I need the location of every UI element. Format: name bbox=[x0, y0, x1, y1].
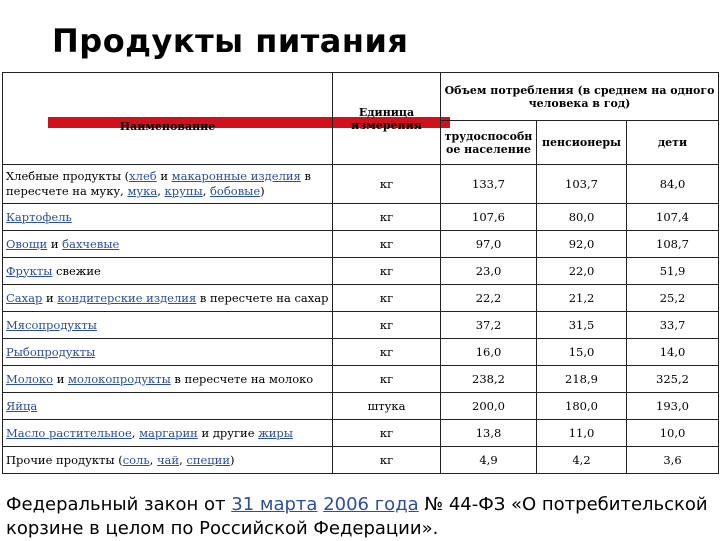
link[interactable]: Яйца bbox=[6, 398, 38, 413]
cell-name bbox=[3, 231, 333, 258]
cell-name bbox=[3, 258, 333, 285]
text-segment: , bbox=[202, 184, 210, 198]
table-body bbox=[3, 165, 719, 474]
link[interactable]: чай bbox=[156, 452, 180, 467]
text-segment: ) bbox=[230, 452, 235, 467]
footer-citation bbox=[6, 493, 714, 541]
cell-working: 238,2 bbox=[441, 366, 537, 393]
table-row bbox=[3, 258, 719, 285]
cell-pensioners: 15,0 bbox=[537, 339, 627, 366]
table-row bbox=[3, 312, 719, 339]
text-segment: и bbox=[47, 236, 63, 251]
text-segment: Прочие продукты ( bbox=[6, 452, 123, 467]
text-segment: Хлебные продукты ( bbox=[6, 169, 130, 183]
cell-pensioners: 21,2 bbox=[537, 285, 627, 312]
link[interactable]: кондитерские изделия bbox=[57, 290, 197, 305]
text-segment: в пересчете на молоко bbox=[170, 371, 314, 386]
link[interactable]: 31 марта bbox=[231, 494, 318, 515]
food-consumption-table bbox=[2, 72, 719, 474]
cell-children: 51,9 bbox=[627, 258, 719, 285]
cell-working: 13,8 bbox=[441, 420, 537, 447]
cell-pensioners: 92,0 bbox=[537, 231, 627, 258]
cell-name bbox=[3, 420, 333, 447]
table-row bbox=[3, 420, 719, 447]
link[interactable]: Масло растительное bbox=[6, 425, 132, 440]
link[interactable]: жиры bbox=[258, 425, 293, 440]
cell-children: 10,0 bbox=[627, 420, 719, 447]
link[interactable]: хлеб bbox=[129, 169, 157, 183]
cell-children: 107,4 bbox=[627, 204, 719, 231]
cell-working: 16,0 bbox=[441, 339, 537, 366]
header-pensioners: пенсионеры bbox=[537, 121, 627, 165]
header-consumption: Объем потребления (в среднем на одного человека в год) bbox=[441, 73, 719, 121]
cell-children: 84,0 bbox=[627, 165, 719, 204]
cell-pensioners: 103,7 bbox=[537, 165, 627, 204]
link[interactable]: Мясопродукты bbox=[6, 317, 97, 332]
cell-name bbox=[3, 312, 333, 339]
cell-unit: кг bbox=[333, 366, 441, 393]
text-segment: и bbox=[42, 290, 58, 305]
link[interactable]: мука bbox=[127, 184, 158, 198]
cell-name bbox=[3, 204, 333, 231]
cell-working: 107,6 bbox=[441, 204, 537, 231]
link[interactable]: Фрукты bbox=[6, 263, 53, 278]
table-row bbox=[3, 339, 719, 366]
cell-pensioners: 11,0 bbox=[537, 420, 627, 447]
cell-name bbox=[3, 447, 333, 474]
cell-name bbox=[3, 339, 333, 366]
cell-unit: кг bbox=[333, 204, 441, 231]
cell-children: 108,7 bbox=[627, 231, 719, 258]
text-segment: , bbox=[157, 184, 165, 198]
cell-children: 3,6 bbox=[627, 447, 719, 474]
table-row bbox=[3, 285, 719, 312]
text-segment: в пересчете на муку, bbox=[6, 169, 311, 198]
table-row bbox=[3, 366, 719, 393]
cell-unit: кг bbox=[333, 447, 441, 474]
link[interactable]: крупы bbox=[164, 184, 203, 198]
link[interactable]: Сахар bbox=[6, 290, 43, 305]
cell-unit: кг bbox=[333, 258, 441, 285]
text-segment: , bbox=[179, 452, 187, 467]
link[interactable]: бахчевые bbox=[62, 236, 120, 251]
header-children: дети bbox=[627, 121, 719, 165]
header-unit: Единица измерения bbox=[333, 73, 441, 165]
link[interactable]: маргарин bbox=[139, 425, 198, 440]
cell-children: 193,0 bbox=[627, 393, 719, 420]
cell-unit: кг bbox=[333, 339, 441, 366]
table-row bbox=[3, 204, 719, 231]
cell-unit: кг bbox=[333, 231, 441, 258]
link[interactable]: молокопродукты bbox=[68, 371, 171, 386]
cell-pensioners: 180,0 bbox=[537, 393, 627, 420]
link[interactable]: Рыбопродукты bbox=[6, 344, 96, 359]
table-row bbox=[3, 447, 719, 474]
cell-pensioners: 218,9 bbox=[537, 366, 627, 393]
link[interactable]: Овощи bbox=[6, 236, 48, 251]
header-name: Наименование bbox=[3, 73, 333, 165]
table-row bbox=[3, 165, 719, 204]
text-segment: Федеральный закон от bbox=[6, 494, 232, 515]
text-segment: , bbox=[131, 425, 140, 440]
link[interactable]: макаронные изделия bbox=[171, 169, 301, 183]
header-working: трудоспособн ое население bbox=[441, 121, 537, 165]
cell-unit: кг bbox=[333, 165, 441, 204]
link[interactable]: 2006 года bbox=[323, 494, 419, 515]
cell-working: 22,2 bbox=[441, 285, 537, 312]
cell-pensioners: 31,5 bbox=[537, 312, 627, 339]
cell-pensioners: 4,2 bbox=[537, 447, 627, 474]
cell-unit: кг bbox=[333, 312, 441, 339]
cell-working: 37,2 bbox=[441, 312, 537, 339]
cell-working: 97,0 bbox=[441, 231, 537, 258]
cell-name bbox=[3, 366, 333, 393]
cell-unit: кг bbox=[333, 285, 441, 312]
cell-unit: кг bbox=[333, 420, 441, 447]
cell-working: 200,0 bbox=[441, 393, 537, 420]
table-row bbox=[3, 393, 719, 420]
link[interactable]: бобовые bbox=[210, 184, 261, 198]
cell-children: 33,7 bbox=[627, 312, 719, 339]
cell-children: 14,0 bbox=[627, 339, 719, 366]
link[interactable]: специи bbox=[186, 452, 231, 467]
cell-pensioners: 80,0 bbox=[537, 204, 627, 231]
text-segment: и bbox=[53, 371, 69, 386]
text-segment: , bbox=[149, 452, 157, 467]
cell-name bbox=[3, 393, 333, 420]
text-segment: и другие bbox=[197, 425, 259, 440]
link[interactable]: соль bbox=[122, 452, 150, 467]
cell-pensioners: 22,0 bbox=[537, 258, 627, 285]
table-row bbox=[3, 231, 719, 258]
text-segment: ) bbox=[260, 184, 265, 198]
cell-name bbox=[3, 165, 333, 204]
cell-unit: штука bbox=[333, 393, 441, 420]
cell-children: 325,2 bbox=[627, 366, 719, 393]
text-segment: свежие bbox=[52, 263, 101, 278]
cell-working: 133,7 bbox=[441, 165, 537, 204]
cell-working: 4,9 bbox=[441, 447, 537, 474]
page-title: Продукты питания bbox=[52, 22, 409, 60]
text-segment: № 44-ФЗ «О потребительской корзине в целом по Российской Федерации». bbox=[6, 494, 708, 539]
link[interactable]: Молоко bbox=[6, 371, 54, 386]
text-segment: в пересчете на сахар bbox=[196, 290, 329, 305]
cell-name bbox=[3, 285, 333, 312]
cell-working: 23,0 bbox=[441, 258, 537, 285]
cell-children: 25,2 bbox=[627, 285, 719, 312]
link[interactable]: Картофель bbox=[6, 209, 72, 224]
text-segment: и bbox=[156, 169, 172, 183]
